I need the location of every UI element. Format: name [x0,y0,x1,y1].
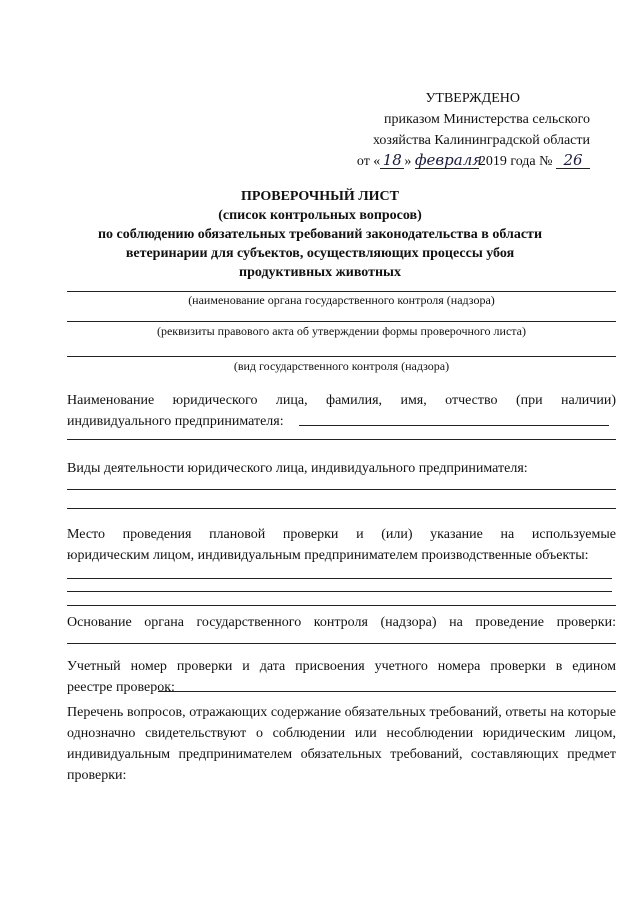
approval-date-line [270,151,590,172]
record-label-2: реестре проверок: [67,680,175,695]
approval-order-line: приказом Министерства сельского [384,112,590,127]
entity-name-fill-line-2[interactable] [67,439,616,440]
date-year: 2019 года № [478,154,553,169]
document-title [60,187,580,282]
activities-fill-line-2[interactable] [67,508,616,509]
title-main: ПРОВЕРОЧНЫЙ ЛИСТ [240,189,399,204]
place-fill-line-2[interactable] [67,591,612,592]
title-desc-3: продуктивных животных [239,265,401,280]
place-fill-line-3[interactable] [67,605,616,606]
control-type-caption: (вид государственного контроля (надзора) [233,359,450,373]
title-desc-2: ветеринарии для субъектов, осуществляющих процессы убоя [125,246,515,261]
basis-label: Основание органа государственного контроля (надзора) на проведение проверки: [67,615,616,630]
entity-name-label-2: индивидуального предпринимателя: [67,414,284,429]
date-prefix: от « [356,154,381,169]
entity-name-label: Наименование юридического лица, фамилия, имя, отчество (при наличии) [67,393,616,408]
title-desc-1: по соблюдению обязательных требований законодательства в области [97,227,543,242]
record-fill-line[interactable] [158,691,616,692]
activities-fill-line-1[interactable] [67,489,616,490]
date-mid: » [404,154,412,169]
authority-fill-line[interactable] [67,291,616,292]
entity-name-fill-line[interactable] [299,425,609,426]
record-label: Учетный номер проверки и дата присвоения учетного номера проверки в едином [67,659,616,674]
place-label-2: юридическим лицом, индивидуальным предпринимателем производственные объекты: [67,548,589,563]
questions-paragraph: Перечень вопросов, отражающих содержание обязательных требований, ответы на которые однозначно свидетельствуют о соблюдении или несоблюдении юридическим лицом, индивидуальным предпринимателем обязательных требований, составляющих предмет проверки: [67,705,616,783]
title-subtitle: (список контрольных вопросов) [218,208,422,223]
date-month-handwritten: февраля [414,151,483,169]
authority-caption: (наименование органа государственного контроля (надзора) [188,293,495,307]
approval-ministry-line: хозяйства Калининградской области [372,133,590,148]
place-label: Место проведения плановой проверки и (или) указание на используемые [67,527,616,542]
order-number-handwritten: 26 [556,153,590,169]
control-type-fill-line[interactable] [67,356,616,357]
place-fill-line-1[interactable] [67,578,612,579]
requisites-caption: (реквизиты правового акта об утверждении формы проверочного листа) [156,324,527,338]
activities-label: Виды деятельности юридического лица, индивидуального предпринимателя: [67,461,528,476]
date-day-handwritten: 18 [380,153,404,169]
approval-heading: УТВЕРЖДЕНО [425,91,520,106]
approval-block [270,88,590,172]
basis-fill-line[interactable] [67,643,616,644]
requisites-fill-line[interactable] [67,321,616,322]
